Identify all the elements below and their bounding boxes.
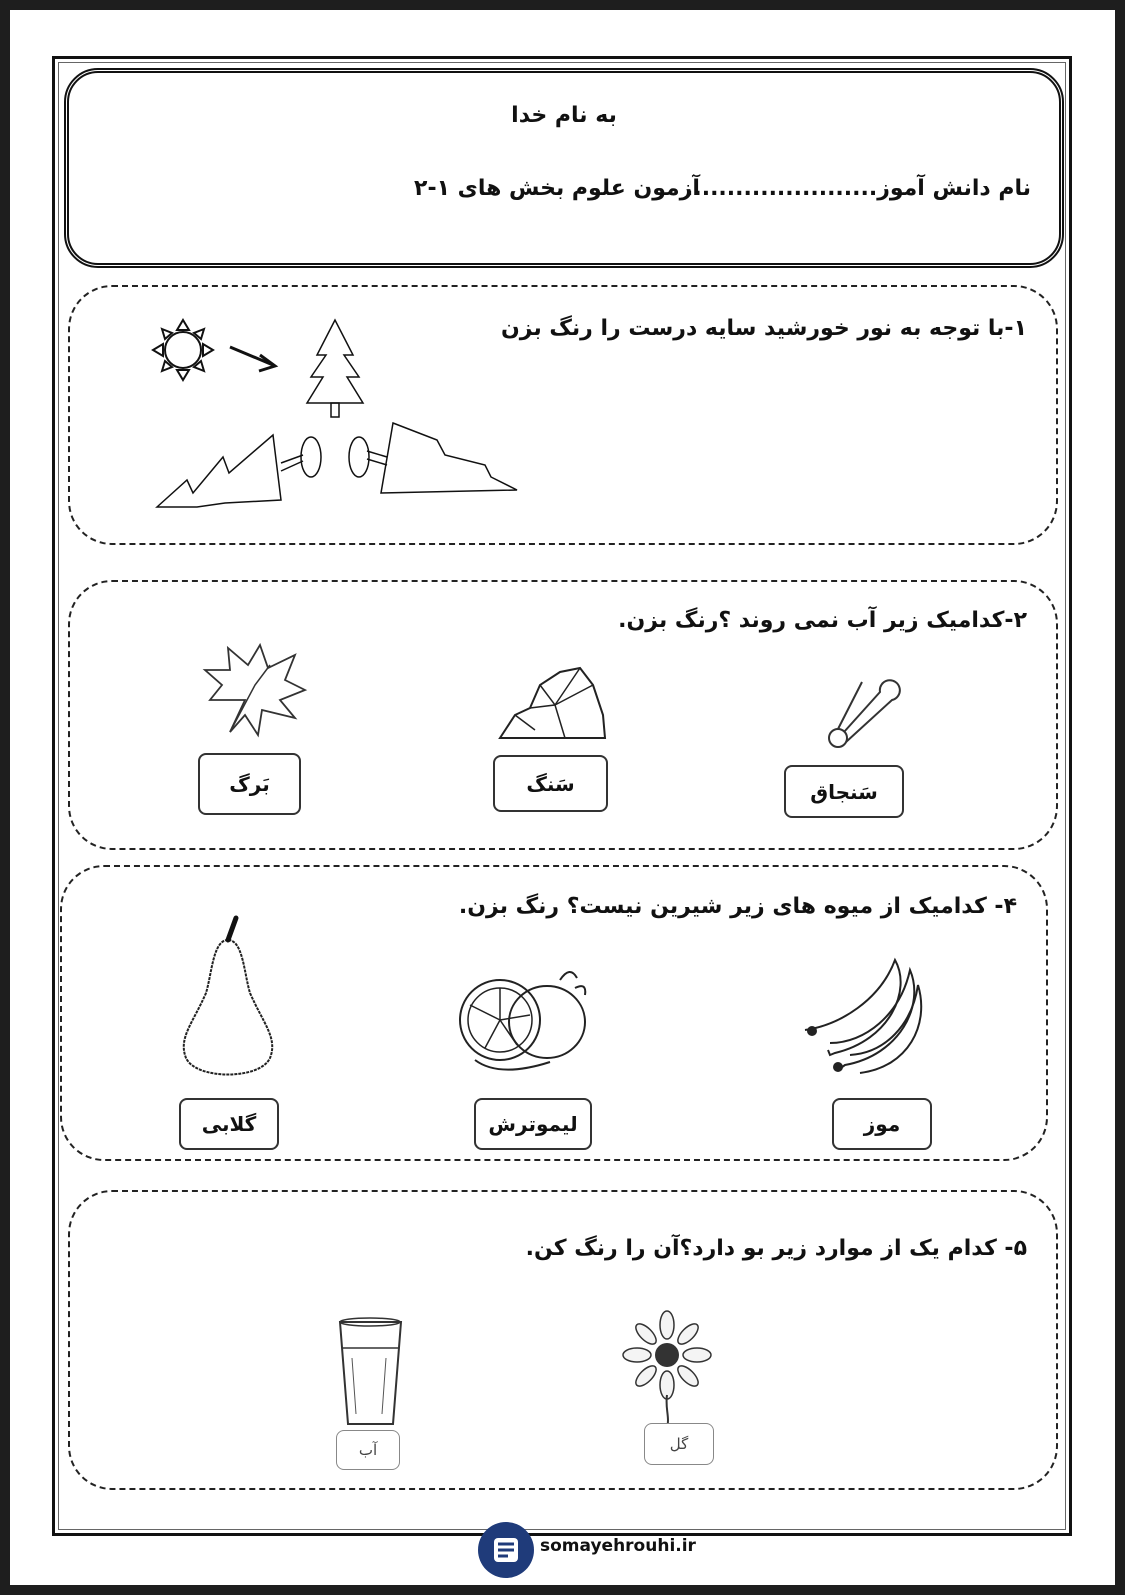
right-shadow-trees [367,423,517,493]
option-leaf-label[interactable]: بَرگ [198,753,301,815]
exam-title: آزمون علوم بخش های ۱-۲ [414,176,700,201]
student-name-field: نام دانش آموز....................... [685,176,1031,201]
pine-tree-icon [301,320,369,477]
question-5-section [68,1190,1058,1490]
arrow-icon [230,347,275,371]
option-stone-label[interactable]: سَنگ [493,755,608,812]
flower-icon [620,1315,715,1430]
option-banana-label[interactable]: موز [832,1098,932,1150]
option-lemon-label[interactable]: لیموترش [474,1098,592,1150]
site-logo [478,1522,534,1578]
bismillah: به نام خدا [511,103,617,128]
logo-mark-icon [486,1530,526,1570]
option-pear-label[interactable]: گلابی [179,1098,279,1150]
lemon-icon [455,960,595,1075]
footer-site-url[interactable]: somayehrouhi.ir [540,1536,696,1556]
question-1-text: ۱-با توجه به نور خورشید سایه درست را رنگ بزن [501,316,1027,341]
stone-icon [495,660,610,745]
question-4-text: ۴- کدامیک از میوه های زیر شیرین نیست؟ رنگ بزن. [458,894,1017,919]
header-box [64,68,1064,268]
pear-icon [178,918,278,1078]
water-glass-icon [338,1318,403,1428]
sun-icon [153,320,213,380]
option-safety-pin-label[interactable]: سَنجاق [784,765,904,818]
leaf-icon [200,640,310,740]
question-5-text: ۵- کدام یک از موارد زیر بو دارد؟آن را رنگ کن. [525,1236,1027,1261]
question-2-text: ۲-کدامیک زیر آب نمی روند ؟رنگ بزن. [618,608,1027,633]
safety-pin-icon [820,670,910,755]
banana-icon [800,955,930,1075]
sun-trees-illustration [145,315,535,525]
option-flower-label[interactable]: گل [644,1423,714,1465]
option-water-label[interactable]: آب [336,1430,400,1470]
left-shadow-trees [157,435,303,507]
